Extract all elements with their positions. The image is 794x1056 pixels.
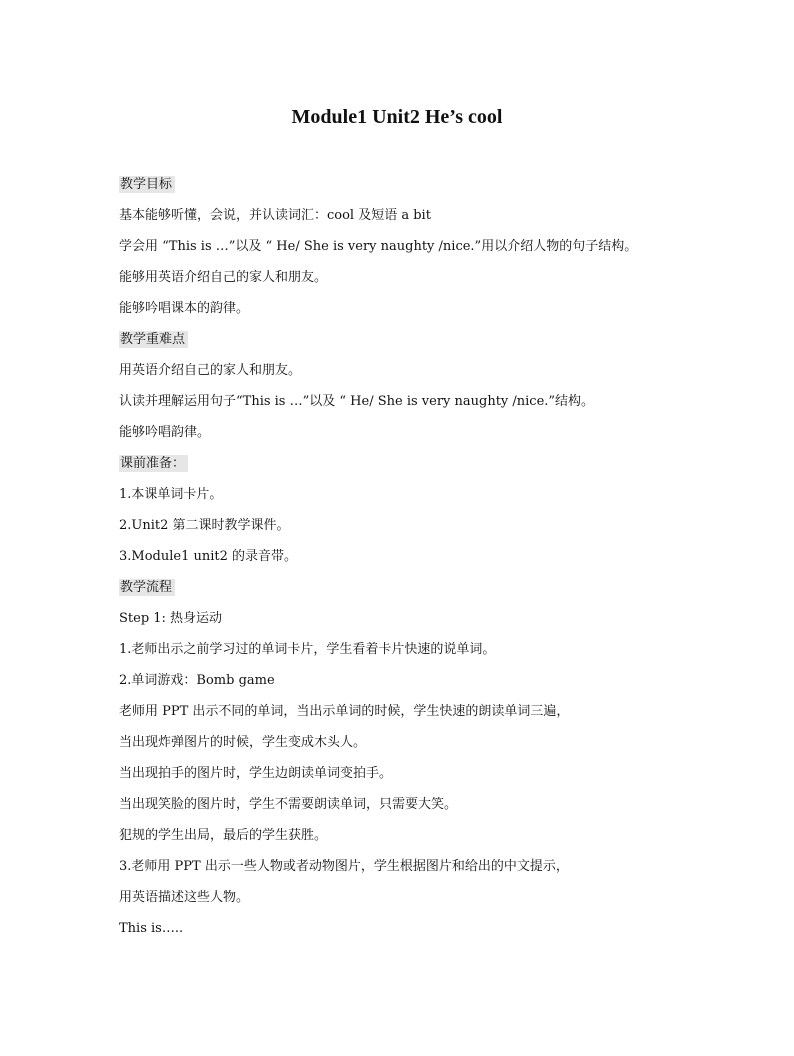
body-line <box>119 267 679 298</box>
body-line-text: 当出现炸弹图片的时候，学生变成木头人。 <box>119 735 367 750</box>
section-heading <box>119 577 679 608</box>
body-line-text: 3.Module1 unit2 的录音带。 <box>119 549 298 564</box>
body-line <box>119 298 679 329</box>
body-line-text: 2.单词游戏：Bomb game <box>119 673 275 688</box>
body-line-text: 当出现笑脸的图片时，学生不需要朗读单词，只需要大笑。 <box>119 797 458 812</box>
body-line <box>119 825 679 856</box>
body-line-text: This is….. <box>119 921 184 936</box>
body-line <box>119 918 679 949</box>
body-line-text: 基本能够听懂，会说，并认读词汇：cool 及短语 a bit <box>119 208 431 223</box>
section-heading-text: 教学流程 <box>119 579 175 596</box>
body-line <box>119 422 679 453</box>
body-line-text: 能够吟唱韵律。 <box>119 425 211 440</box>
body-line <box>119 639 679 670</box>
body-line <box>119 887 679 918</box>
body-line <box>119 484 679 515</box>
body-line <box>119 391 679 422</box>
section-heading <box>119 453 679 484</box>
document-title: Module1 Unit2 He’s cool <box>291 106 503 128</box>
body-line <box>119 608 679 639</box>
body-line-text: 3.老师用 PPT 出示一些人物或者动物图片，学生根据图片和给出的中文提示， <box>119 859 569 874</box>
body-line-text: 用英语介绍自己的家人和朋友。 <box>119 363 302 378</box>
body-line <box>119 515 679 546</box>
body-line-text: 当出现拍手的图片时，学生边朗读单词变拍手。 <box>119 766 393 781</box>
body-line-text: 老师用 PPT 出示不同的单词，当出示单词的时候，学生快速的朗读单词三遍， <box>119 704 570 719</box>
document-body <box>119 174 679 949</box>
section-heading <box>119 174 679 205</box>
body-line-text: 用英语描述这些人物。 <box>119 890 250 905</box>
body-line-text: 犯规的学生出局，最后的学生获胜。 <box>119 828 328 843</box>
body-line <box>119 701 679 732</box>
body-line-text: 能够吟唱课本的韵律。 <box>119 301 250 316</box>
body-line <box>119 732 679 763</box>
section-heading-text: 教学重难点 <box>119 331 188 348</box>
body-line-text: Step 1: 热身运动 <box>119 611 223 626</box>
body-line <box>119 360 679 391</box>
body-line <box>119 763 679 794</box>
body-line <box>119 546 679 577</box>
body-line-text: 学会用 “This is …”以及 “ He/ She is very naughty /nice.”用以介绍人物的句子结构。 <box>119 239 638 254</box>
body-line-text: 能够用英语介绍自己的家人和朋友。 <box>119 270 328 285</box>
body-line <box>119 205 679 236</box>
body-line <box>119 236 679 267</box>
section-heading-text: 教学目标 <box>119 176 175 193</box>
body-line <box>119 856 679 887</box>
body-line-text: 认读并理解运用句子“This is …”以及 “ He/ She is very naughty /nice.”结构。 <box>119 394 595 409</box>
section-heading-text: 课前准备： <box>119 455 188 472</box>
body-line-text: 2.Unit2 第二课时教学课件。 <box>119 518 290 533</box>
section-heading <box>119 329 679 360</box>
body-line <box>119 794 679 825</box>
body-line-text: 1.本课单词卡片。 <box>119 487 223 502</box>
body-line-text: 1.老师出示之前学习过的单词卡片，学生看着卡片快速的说单词。 <box>119 642 496 657</box>
body-line <box>119 670 679 701</box>
